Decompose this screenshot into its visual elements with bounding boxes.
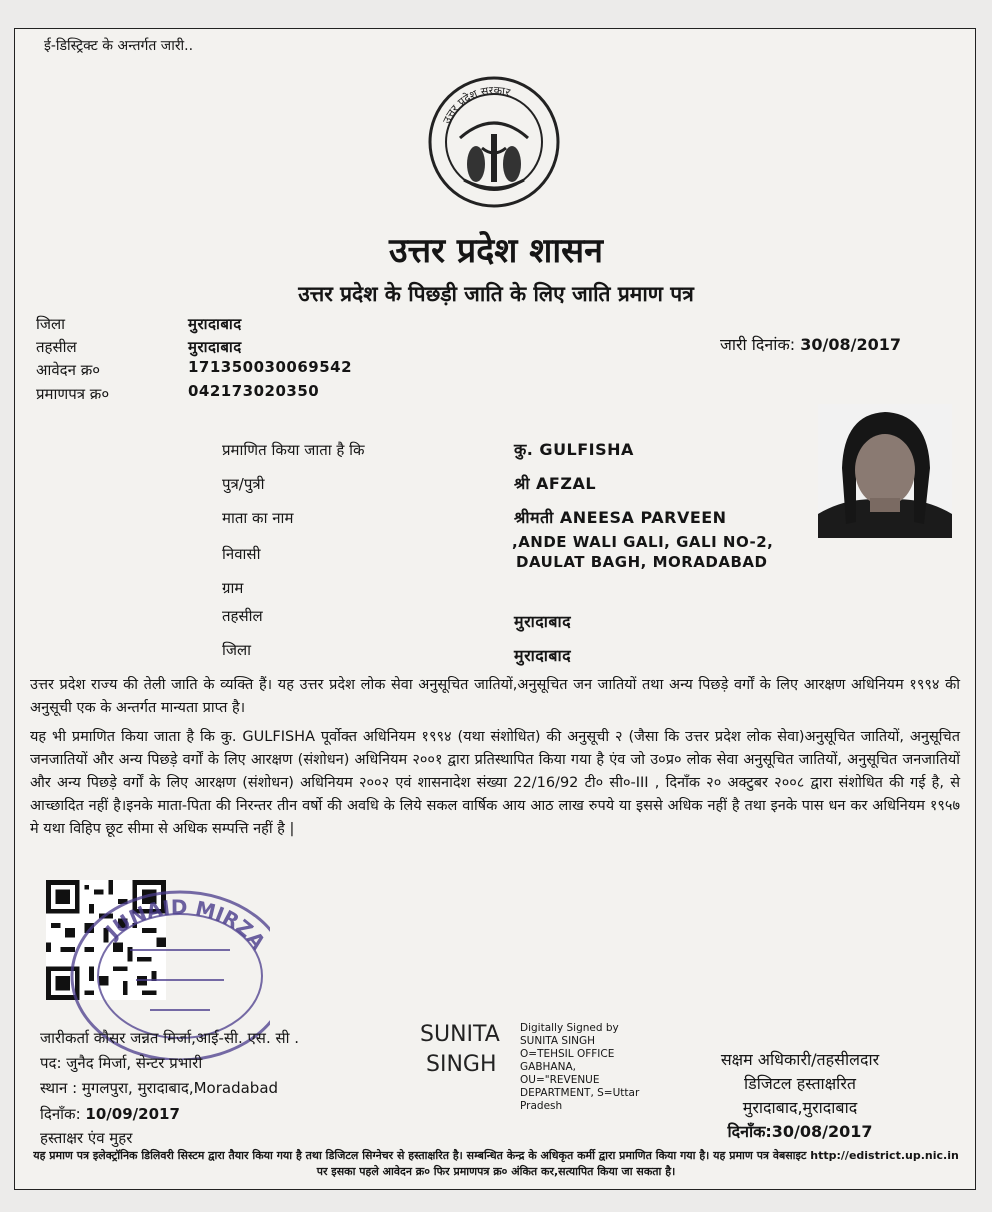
digital-signature-details: Digitally Signed by SUNITA SINGH O=TEHSIL OFFICE GABHANA, OU="REVENUE DEPARTMENT, S=Uttar Pradesh	[520, 1022, 640, 1112]
village-label: ग्राम	[222, 579, 244, 597]
issue-date-value: 30/08/2017	[800, 335, 901, 354]
officer-location: मुरादाबाद,मुरादाबाद	[742, 1098, 858, 1117]
district-label: जिला	[36, 315, 66, 333]
tehsil-label: तहसील	[36, 338, 77, 356]
emblem-icon	[424, 72, 564, 212]
application-number: 171350030069542	[188, 358, 353, 376]
issuer-date	[40, 1104, 180, 1124]
digital-signature	[420, 1020, 500, 1080]
certificate-label: प्रमाणपत्र क्र०	[36, 385, 110, 403]
signer-name-line-2: SINGH	[426, 1052, 497, 1077]
signer-name-line-1: SUNITA	[420, 1022, 500, 1047]
child-label: पुत्र/पुत्री	[222, 475, 265, 493]
officer-date: दिनाँक:30/08/2017	[727, 1122, 873, 1141]
father-name: श्री AFZAL	[514, 474, 597, 493]
mother-name: श्रीमती ANEESA PARVEEN	[514, 508, 727, 527]
issuer-date-label: दिनाँक:	[40, 1105, 81, 1123]
income-paragraph: यह भी प्रमाणित किया जाता है कि कु. GULFISHA पूर्वोक्त अधिनियम १९९४ (यथा संशोधित) की अनुसूची २ (जैसा कि उत्तर प्रदेश लोक सेवा)अनुसूचित जातियों, अनुसूचित जनजातियों और अन्य पिछड़े वर्गों के लिए आरक्षण (संशोधन) अधिनियम २००१ द्वारा प्रतिस्थापित किया गया है एंव जो उ०प्र० लोक सेवा अनुसूचित जातियों, अनुसूचित जनजातियों और अन्य पिछड़े वर्गों के लिए आरक्षण (संशोधन) अधिनियम २००२ एवं शासनादेश संख्या 22/16/92 टी० सी०-III , दिनाँक २० अक्टुबर २००८ द्वारा संशोधित की गई है, से आच्छादित नहीं है।इनके माता-पिता की निरन्तर तीन वर्षो की अवधि के लिये सकल वार्षिक आय आठ लाख रुपये या इससे अधिक नहीं है तथा इनके पास धन कर अधिनियम १९५७ मे यथा विहिप छूट सीमा से अधिक सम्पत्ति नहीं है |	[30, 729, 960, 837]
svg-text:JUNAID MIRZA: JUNAID MIRZA	[100, 894, 270, 954]
applicant-photo	[818, 404, 952, 538]
digitally-signed-label: डिजिटल हस्ताक्षरित	[744, 1074, 856, 1093]
issuer-post: पद: जुनैद मिर्जा, सेन्टर प्रभारी	[40, 1054, 203, 1072]
officer-title: सक्षम अधिकारी/तहसीलदार	[720, 1050, 880, 1069]
details-district-value: मुरादाबाद	[514, 646, 572, 665]
sign-and-seal-label: हस्ताक्षर एंव मुहर	[40, 1129, 133, 1147]
issue-date	[720, 333, 901, 355]
issuer-name: जारीकर्ता कौसर जन्नत मिर्जा,आई-सी. एस. सी .	[40, 1029, 300, 1047]
page-title: उत्तर प्रदेश शासन	[388, 231, 603, 271]
issuer-place: स्थान : मुगलपुरा, मुरादाबाद,Moradabad	[40, 1079, 279, 1097]
details-district-label: जिला	[222, 641, 252, 659]
mother-label: माता का नाम	[222, 509, 294, 527]
tehsil-value: मुरादाबाद	[188, 338, 242, 356]
address-line-2: DAULAT BAGH, MORADABAD	[516, 553, 768, 571]
issue-date-label: जारी दिनांक:	[720, 335, 796, 354]
issuer-date-value: 10/09/2017	[85, 1105, 180, 1123]
page-subtitle: उत्तर प्रदेश के पिछड़ी जाति के लिए जाति प्रमाण पत्र	[298, 282, 694, 306]
application-label: आवेदन क्र०	[36, 361, 101, 379]
district-value: मुरादाबाद	[188, 315, 242, 333]
svg-text:उत्तर प्रदेश सरकार: उत्तर प्रदेश सरकार	[440, 83, 512, 126]
certificate-number: 042173020350	[188, 382, 320, 400]
certified-label: प्रमाणित किया जाता है कि	[222, 441, 365, 459]
details-tehsil-value: मुरादाबाद	[514, 612, 572, 631]
certified-name: कु. GULFISHA	[514, 440, 634, 459]
footer-note: यह प्रमाण पत्र इलेक्ट्रॉनिक डिलिवरी सिस्टम द्वारा तैयार किया गया है तथा डिजिटल सिग्नेचर से हस्ताक्षरित है। सम्बन्धित केन्द्र के अधिकृत कर्मी द्वारा प्रमाणित किया गया है। यह प्रमाण पत्र वेबसाइट http://edistrict.up.nic.in पर इसका पहले आवेदन क्र० फिर प्रमाणपत्र क्र० अंकित कर,सत्यापित किया जा सकता है।	[33, 1149, 959, 1178]
top-note: ई-डिस्ट्रिक्ट के अन्तर्गत जारी..	[44, 38, 194, 54]
details-tehsil-label: तहसील	[222, 607, 263, 625]
competent-officer-block	[680, 1048, 920, 1144]
caste-paragraph: उत्तर प्रदेश राज्य की तेली जाति के व्यक्ति हैं। यह उत्तर प्रदेश लोक सेवा अनुसूचित जातियों,अनुसूचित जन जातियों तथा अन्य पिछड़े वर्गों के लिए आरक्षण अधिनियम १९९४ की अनुसूची एक के अन्तर्गत मान्यता प्राप्त है।	[30, 677, 960, 716]
address-line-1: ,ANDE WALI GALI, GALI NO-2,	[512, 533, 774, 551]
resident-label: निवासी	[222, 545, 261, 563]
